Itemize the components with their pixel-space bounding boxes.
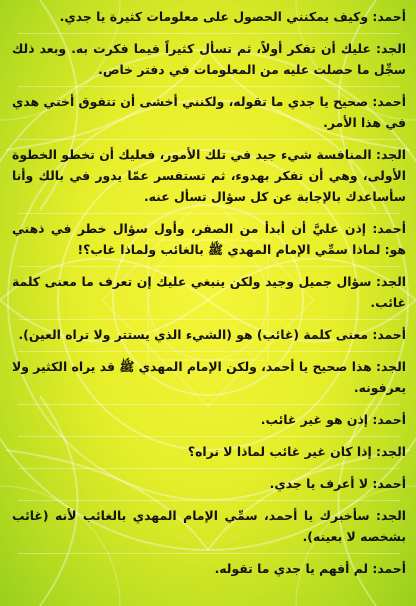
speaker-name: أحمد:	[372, 412, 406, 427]
line-text: لم أفهم يا جدي ما تقوله.	[214, 561, 369, 576]
dialogue-line	[12, 409, 406, 430]
divider	[18, 33, 400, 34]
dialogue-line	[12, 558, 406, 579]
divider	[18, 436, 400, 437]
divider	[18, 139, 400, 140]
dialogue-line	[12, 505, 406, 547]
line-text: المنافسة شيء جيد في تلك الأمور، فعليك أن تخطو الخطوة الأولى، وهي أن تفكر بهدوء، ثم تستفسر عمّا يدور في بالك وأنا سأساعدك بالإجابة عن كل سؤال تسأل عنه.	[12, 147, 406, 204]
speaker-name: الجد:	[376, 508, 406, 523]
speaker-name: الجد:	[376, 444, 406, 459]
line-text: هذا صحيح يا أحمد، ولكن الإمام المهدي ﷺ قد يراه الكثير ولا يعرفونه.	[12, 359, 406, 395]
divider	[18, 500, 400, 501]
dialogue-line	[12, 6, 406, 27]
dialogue-line	[12, 473, 406, 494]
divider	[18, 553, 400, 554]
speaker-name: أحمد:	[372, 327, 406, 342]
line-text: صحيح يا جدي ما تقوله، ولكنني أخشى أن تتفوق أختي هدي في هذا الأمر.	[12, 94, 406, 130]
line-text: سؤال جميل وجيد ولكن ينبغي عليك إن تعرف ما معنى كلمة غائب.	[12, 274, 406, 310]
dialogue-line	[12, 271, 406, 313]
line-text: عليك أن تفكر أولاً، ثم تسأل كثيراً فيما فكرت به. وبعد ذلك سجِّل ما حصلت عليه من المعلومات في دفتر خاص.	[12, 41, 406, 77]
divider	[18, 404, 400, 405]
line-text: سأخبرك يا أحمد، سمِّي الإمام المهدي بالغائب لأنه (غائب بشخصه لا بعينه).	[12, 508, 406, 544]
line-text: إذن هو غير غائب.	[260, 412, 369, 427]
divider	[18, 86, 400, 87]
divider	[18, 468, 400, 469]
line-text: إذا كان غير غائب لماذا لا نراه؟	[187, 444, 372, 459]
dialogue-line	[12, 324, 406, 345]
dialogue-line	[12, 218, 406, 260]
line-text: إذن عليَّ أن أبدأ من الصفر، وأول سؤال خطر في ذهني هو: لماذا سمِّي الإمام المهدي ﷺ بالغائب ولماذا غاب؟!	[12, 221, 406, 257]
speaker-name: الجد:	[376, 147, 406, 162]
divider	[18, 351, 400, 352]
dialogue-line	[12, 441, 406, 462]
line-text: لا أعرف يا جدي.	[269, 476, 369, 491]
dialogue-text	[12, 6, 406, 585]
speaker-name: الجد:	[376, 359, 406, 374]
divider	[18, 319, 400, 320]
line-text: وكيف يمكنني الحصول على معلومات كثيرة يا جدي.	[59, 9, 369, 24]
speaker-name: أحمد:	[372, 221, 406, 236]
line-text: معنى كلمة (غائب) هو (الشيء الذي يستتر ولا تراه العين).	[18, 327, 369, 342]
speaker-name: أحمد:	[372, 476, 406, 491]
dialogue-line	[12, 38, 406, 80]
speaker-name: الجد:	[376, 41, 406, 56]
dialogue-line	[12, 91, 406, 133]
speaker-name: أحمد:	[372, 561, 406, 576]
dialogue-line	[12, 144, 406, 207]
divider	[18, 266, 400, 267]
speaker-name: الجد:	[376, 274, 406, 289]
speaker-name: أحمد:	[372, 9, 406, 24]
speaker-name: أحمد:	[372, 94, 406, 109]
dialogue-line	[12, 356, 406, 398]
divider	[18, 213, 400, 214]
